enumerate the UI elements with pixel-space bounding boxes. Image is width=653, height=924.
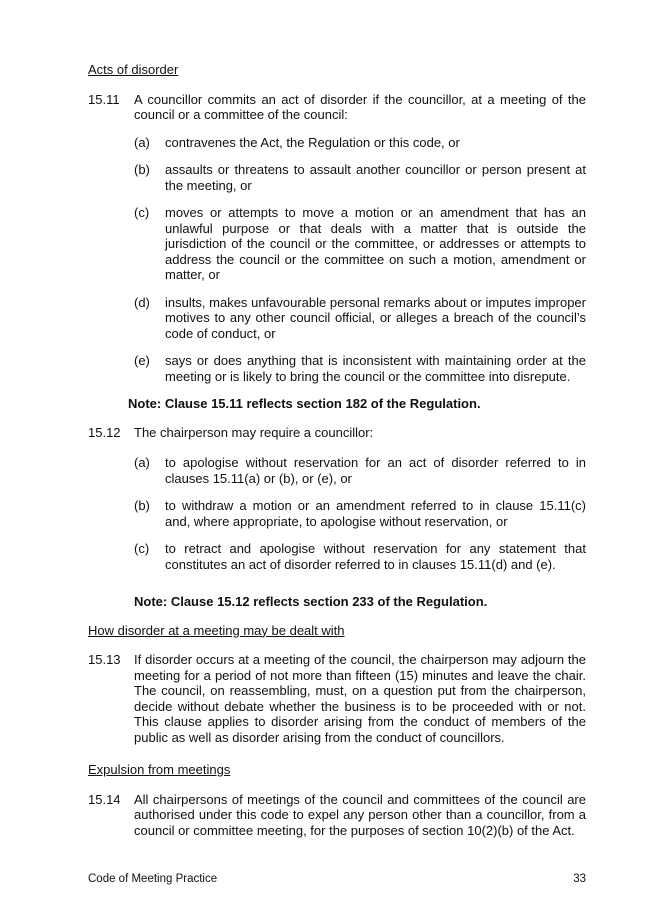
- clause-15-13: [88, 652, 586, 745]
- page-number: 33: [573, 873, 586, 885]
- clause-15-12: [88, 425, 586, 441]
- item-label: (b): [134, 162, 150, 177]
- clause-text: A councillor commits an act of disorder if the councillor, at a meeting of the council or a committee of the council:: [134, 91, 586, 122]
- item-label: (a): [134, 134, 150, 150]
- document-page: [88, 62, 586, 838]
- item-text: insults, makes unfavourable personal remarks about or imputes improper motives to any other council official, or alleges a breach of the council’s code of conduct, or: [165, 294, 586, 341]
- footer-title: Code of Meeting Practice: [88, 873, 218, 885]
- clause-text: All chairpersons of meetings of the council and committees of the council are authorised under this code to expel any person other than a councillor, from a council or committee meeting, for the purposes of section 10(2)(b) of the Act.: [134, 791, 586, 838]
- list-item: [134, 135, 586, 151]
- list-item: [134, 295, 586, 342]
- item-label: (a): [134, 455, 150, 470]
- item-text: to retract and apologise without reservation for any statement that constitutes an act of disorder referred to in clauses 15.11(d) and (e).: [165, 541, 586, 572]
- clause-number: 15.14: [88, 791, 121, 807]
- item-text: assaults or threatens to assault another councillor or person present at the meeting, or: [165, 162, 586, 193]
- item-label: (c): [134, 205, 150, 220]
- clause-text: If disorder occurs at a meeting of the council, the chairperson may adjourn the meeting for a period of not more than fifteen (15) minutes and leave the chair. The council, on reassembling, must, on a question put from the chairperson, decide without debate whether the business is to be proceeded with or not. This clause applies to disorder arising from the conduct of members of the public as well as disorder arising from the conduct of councillors.: [134, 652, 586, 745]
- note-15-11: Note: Clause 15.11 reflects section 182 of the Regulation.: [128, 396, 481, 411]
- list-item: [134, 162, 586, 193]
- list-item: [134, 353, 586, 384]
- heading-expulsion: Expulsion from meetings: [88, 762, 231, 777]
- heading-how-disorder-dealt: How disorder at a meeting may be dealt with: [88, 622, 345, 638]
- list-item: [134, 541, 586, 572]
- item-text: moves or attempts to move a motion or an amendment that has an unlawful purpose or that deals with a matter that is outside the jurisdiction of the council or the committee, or addresses or attempts to address the council or the committee on such a motion, amendment or matter, or: [165, 205, 586, 282]
- list-item: [134, 205, 586, 283]
- item-text: to withdraw a motion or an amendment referred to in clause 15.11(c) and, where appropriate, to apologise without reservation, or: [165, 498, 586, 529]
- item-label: (c): [134, 541, 150, 556]
- heading-acts-of-disorder: Acts of disorder: [88, 62, 179, 77]
- list-item: [134, 455, 586, 486]
- list-item: [134, 498, 586, 529]
- page-footer: [88, 872, 586, 888]
- clause-15-11: [88, 92, 586, 123]
- item-label: (e): [134, 353, 150, 368]
- item-label: (b): [134, 498, 150, 513]
- clause-text: The chairperson may require a councillor:: [134, 424, 374, 440]
- item-text: says or does anything that is inconsistent with maintaining order at the meeting or is likely to bring the council or the committee into disrepute.: [165, 353, 586, 384]
- item-text: to apologise without reservation for an act of disorder referred to in clauses 15.11(a) or (b), or (e), or: [165, 455, 586, 486]
- clause-15-14: [88, 792, 586, 839]
- note-15-12: Note: Clause 15.12 reflects section 233 of the Regulation.: [134, 594, 488, 609]
- clause-number: 15.13: [88, 652, 121, 667]
- item-label: (d): [134, 294, 150, 310]
- clause-number: 15.12: [88, 424, 121, 440]
- item-text: contravenes the Act, the Regulation or this code, or: [165, 134, 460, 150]
- clause-number: 15.11: [88, 91, 120, 107]
